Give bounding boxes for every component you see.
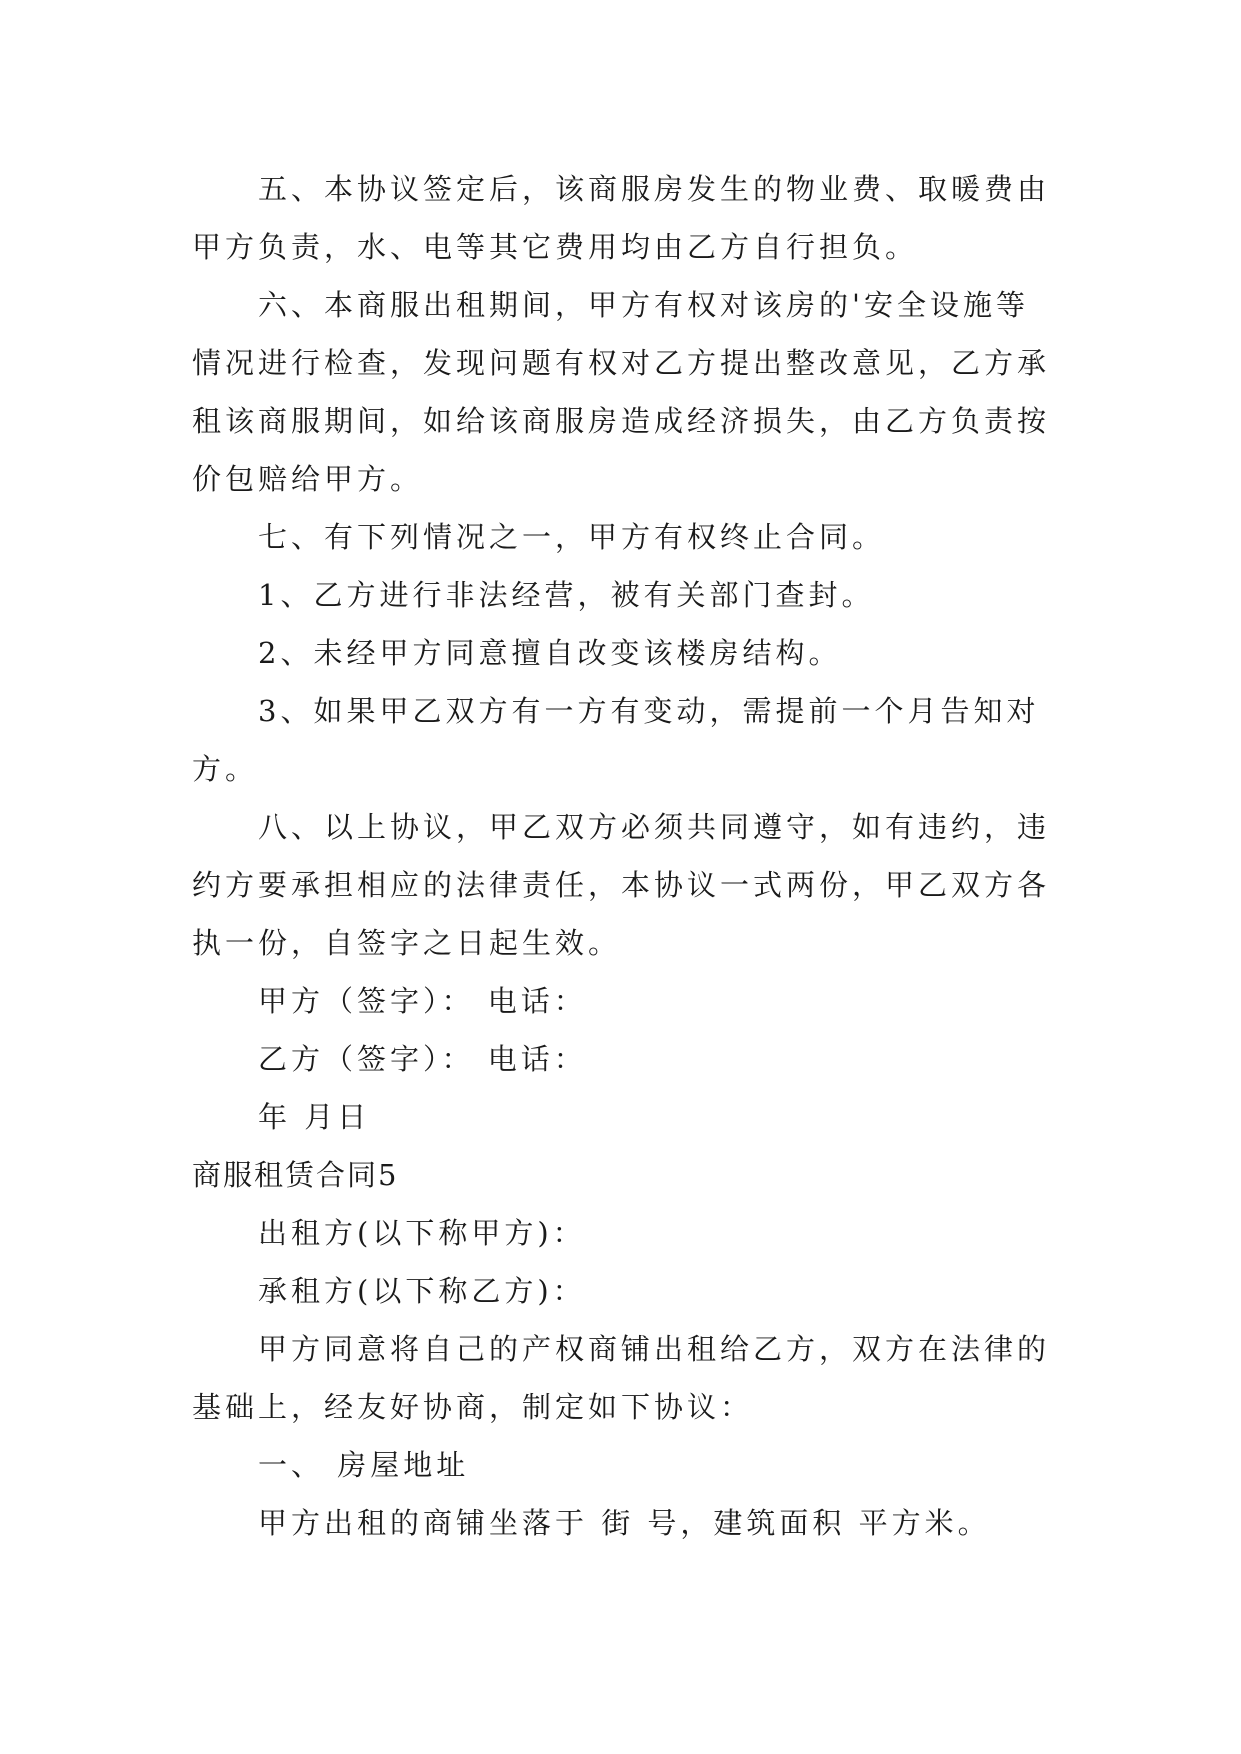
contract-title: 商服租赁合同5 bbox=[192, 1158, 399, 1192]
clause-6-line-1: 六、本商服出租期间，甲方有权对该房的'安全设施等 bbox=[258, 288, 1029, 322]
clause-8-line-3: 执一份，自签字之日起生效。 bbox=[192, 926, 622, 960]
lessor-line: 出租方(以下称甲方)： bbox=[258, 1216, 586, 1250]
clause-6-line-2: 情况进行检查，发现问题有权对乙方提出整改意见，乙方承 bbox=[192, 346, 1051, 380]
party-b-signature-line: 乙方（签字）： 电话： bbox=[258, 1042, 587, 1076]
clause-6-line-4: 价包赔给甲方。 bbox=[192, 462, 424, 496]
clause-8-line-1: 八、以上协议，甲乙双方必须共同遵守，如有违约，违 bbox=[258, 810, 1051, 844]
preamble-line-1: 甲方同意将自己的产权商铺出租给乙方，双方在法律的 bbox=[258, 1332, 1051, 1366]
clause-7-heading: 七、有下列情况之一，甲方有权终止合同。 bbox=[258, 520, 886, 554]
clause-6-line-3: 租该商服期间，如给该商服房造成经济损失，由乙方负责按 bbox=[192, 404, 1051, 438]
clause-7-item-2: 2、未经甲方同意擅自改变该楼房结构。 bbox=[258, 636, 842, 670]
document-body bbox=[192, 160, 1054, 1552]
clause-7-item-3-line-1: 3、如果甲乙双方有一方有变动，需提前一个月告知对 bbox=[258, 694, 1040, 728]
lessee-line: 承租方(以下称乙方)： bbox=[258, 1274, 586, 1308]
party-a-signature-line: 甲方（签字）： 电话： bbox=[258, 984, 587, 1018]
preamble-line-2: 基础上，经友好协商，制定如下协议： bbox=[192, 1390, 754, 1424]
date-line: 年 月日 bbox=[258, 1100, 371, 1134]
clause-5-line-2: 甲方负责，水、电等其它费用均由乙方自行担负。 bbox=[192, 230, 919, 264]
section-1-heading: 一、 房屋地址 bbox=[258, 1448, 470, 1482]
section-1-address-line: 甲方出租的商铺坐落于 街 号，建筑面积 平方米。 bbox=[258, 1506, 991, 1540]
clause-5-line-1: 五、本协议签定后，该商服房发生的物业费、取暖费由 bbox=[258, 172, 1051, 206]
clause-7-item-3-line-2: 方。 bbox=[192, 752, 259, 786]
clause-8-line-2: 约方要承担相应的法律责任，本协议一式两份，甲乙双方各 bbox=[192, 868, 1051, 902]
clause-7-item-1: 1、乙方进行非法经营，被有关部门查封。 bbox=[258, 578, 875, 612]
